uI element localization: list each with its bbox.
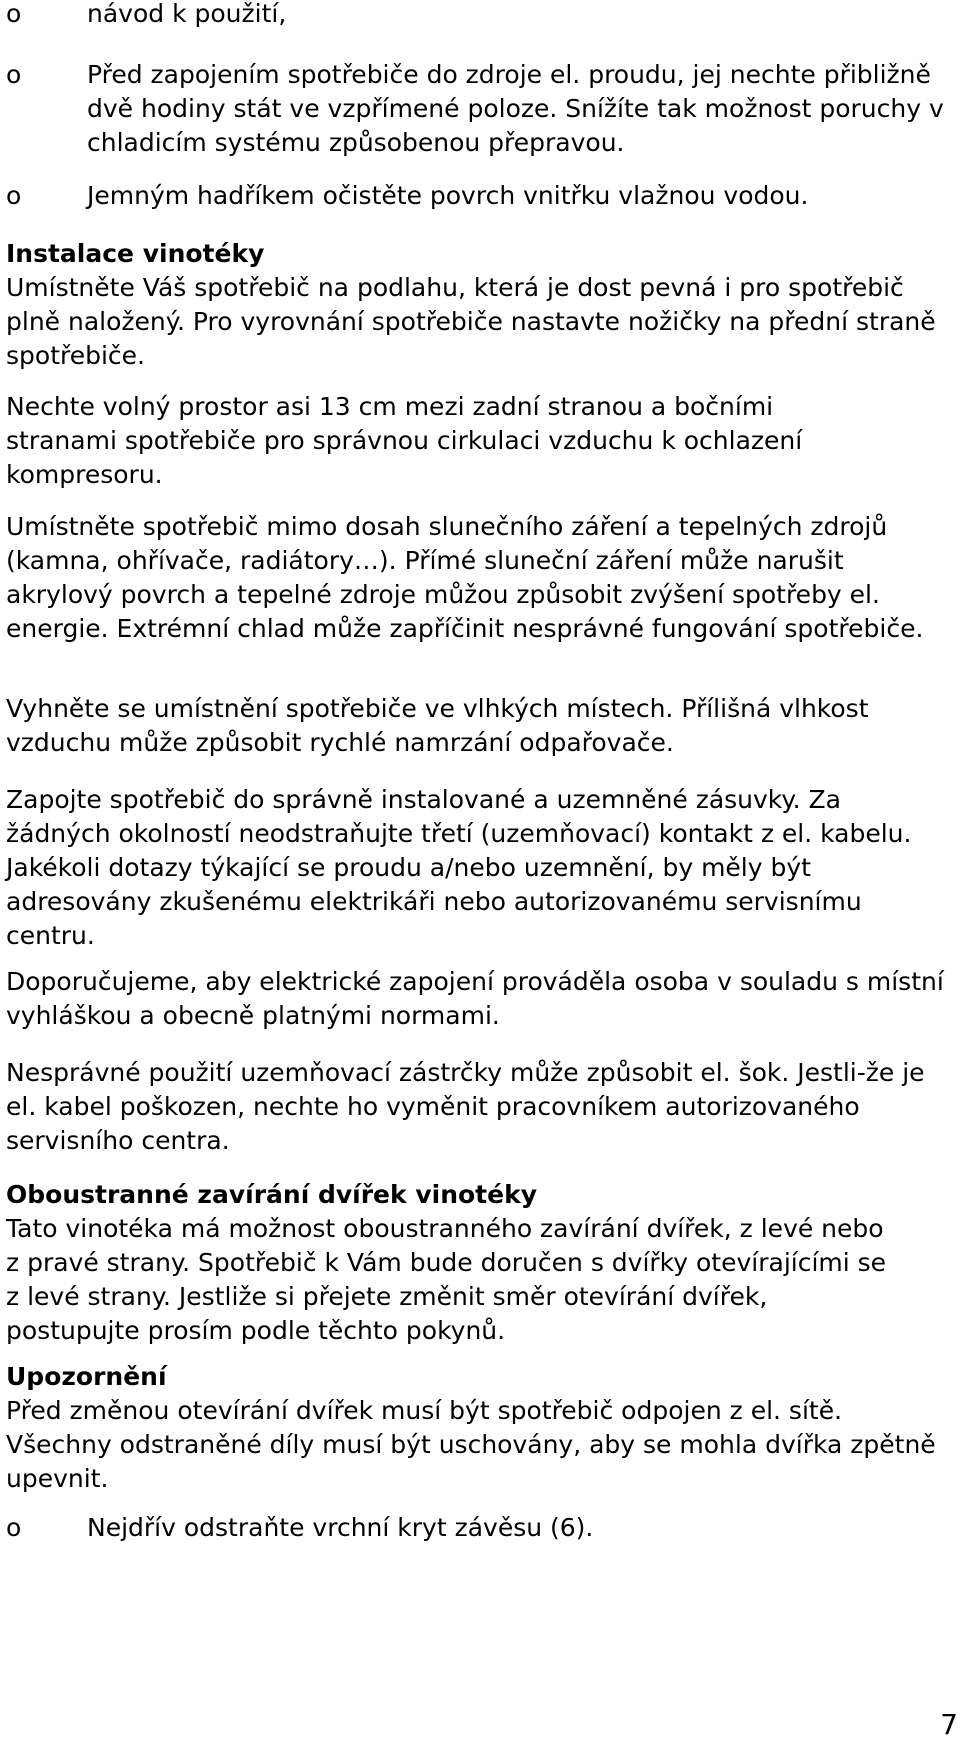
page-number: 7	[940, 1708, 958, 1741]
list-item	[6, 179, 960, 213]
bullet-marker: o	[6, 1513, 22, 1542]
section-heading: Instalace vinotéky	[6, 239, 265, 268]
bullet-marker: o	[6, 181, 22, 210]
paragraph: Nesprávné použití uzemňovací zástrčky může způsobit el. šok. Jestli-že je el. kabel poškozen, nechte ho vyměnit pracovníkem autorizovaného servisního centra.	[6, 1058, 925, 1155]
section-warning	[6, 1360, 950, 1496]
list-item	[6, 0, 960, 31]
list-item-text: návod k použití,	[87, 0, 287, 28]
bullet-marker: o	[6, 60, 22, 89]
section-installation	[6, 237, 950, 373]
paragraph: Umístněte spotřebič mimo dosah slunečního záření a tepelných zdrojů (kamna, ohřívače, radiátory…). Přímé sluneční záření může narušit akrylový povrch a tepelné zdroje můžou způsobit zvýšení spotřeby el. energie. Extrémní chlad může zapříčinit nesprávné fungování spotřebiče.	[6, 512, 924, 643]
paragraph: Doporučujeme, aby elektrické zapojení prováděla osoba v souladu s místní vyhláškou a obecně platnými normami.	[6, 967, 944, 1030]
bullet-marker: o	[6, 0, 22, 28]
section-heading: Upozornění	[6, 1362, 167, 1391]
paragraph: Vyhněte se umístnění spotřebiče ve vlhkých místech. Přílišná vlhkost vzduchu může způsobit rychlé namrzání odpařovače.	[6, 694, 869, 757]
paragraph: Umístněte Váš spotřebič na podlahu, která je dost pevná i pro spotřebič plně naložený. Pro vyrovnání spotřebiče nastavte nožičky na přední straně spotřebiče.	[6, 273, 936, 370]
list-item-text: Jemným hadříkem očistěte povrch vnitřku vlažnou vodou.	[87, 181, 809, 210]
section-door-reversal	[6, 1178, 896, 1348]
list-item-text: Před zapojením spotřebiče do zdroje el. proudu, jej nechte přibližně dvě hodiny stát ve vzpřímené poloze. Snížíte tak možnost poruchy v chladicím systému způsobenou přepravou.	[87, 60, 944, 157]
paragraph: Zapojte spotřebič do správně instalované a uzemněné zásuvky. Za žádných okolností neodstraňujte třetí (uzemňovací) kontakt z el. kabelu. Jakékoli dotazy týkající se proudu a/nebo uzemnění, by měly být adresovány zkušenému elektrikáři nebo autorizovanému servisnímu centru.	[6, 785, 912, 950]
paragraph: Tato vinotéka má možnost oboustranného zavírání dvířek, z levé nebo z pravé strany. Spotřebič k Vám bude doručen s dvířky otevírajícími se z levé strany. Jestliže si přejete změnit směr otevírání dvířek, postupujte prosím podle těchto pokynů.	[6, 1214, 887, 1345]
section-heading: Oboustranné zavírání dvířek vinotéky	[6, 1180, 538, 1209]
list-item	[6, 1511, 960, 1545]
paragraph: Nechte volný prostor asi 13 cm mezi zadní stranou a bočními stranami spotřebiče pro správnou cirkulaci vzduchu k ochlazení kompresoru.	[6, 392, 803, 489]
paragraph: Před změnou otevírání dvířek musí být spotřebič odpojen z el. sítě. Všechny odstraněné díly musí být uschovány, aby se mohla dvířka zpětně upevnit.	[6, 1396, 936, 1493]
list-item-text: Nejdřív odstraňte vrchní kryt závěsu (6).	[87, 1513, 594, 1542]
list-item	[6, 58, 949, 160]
